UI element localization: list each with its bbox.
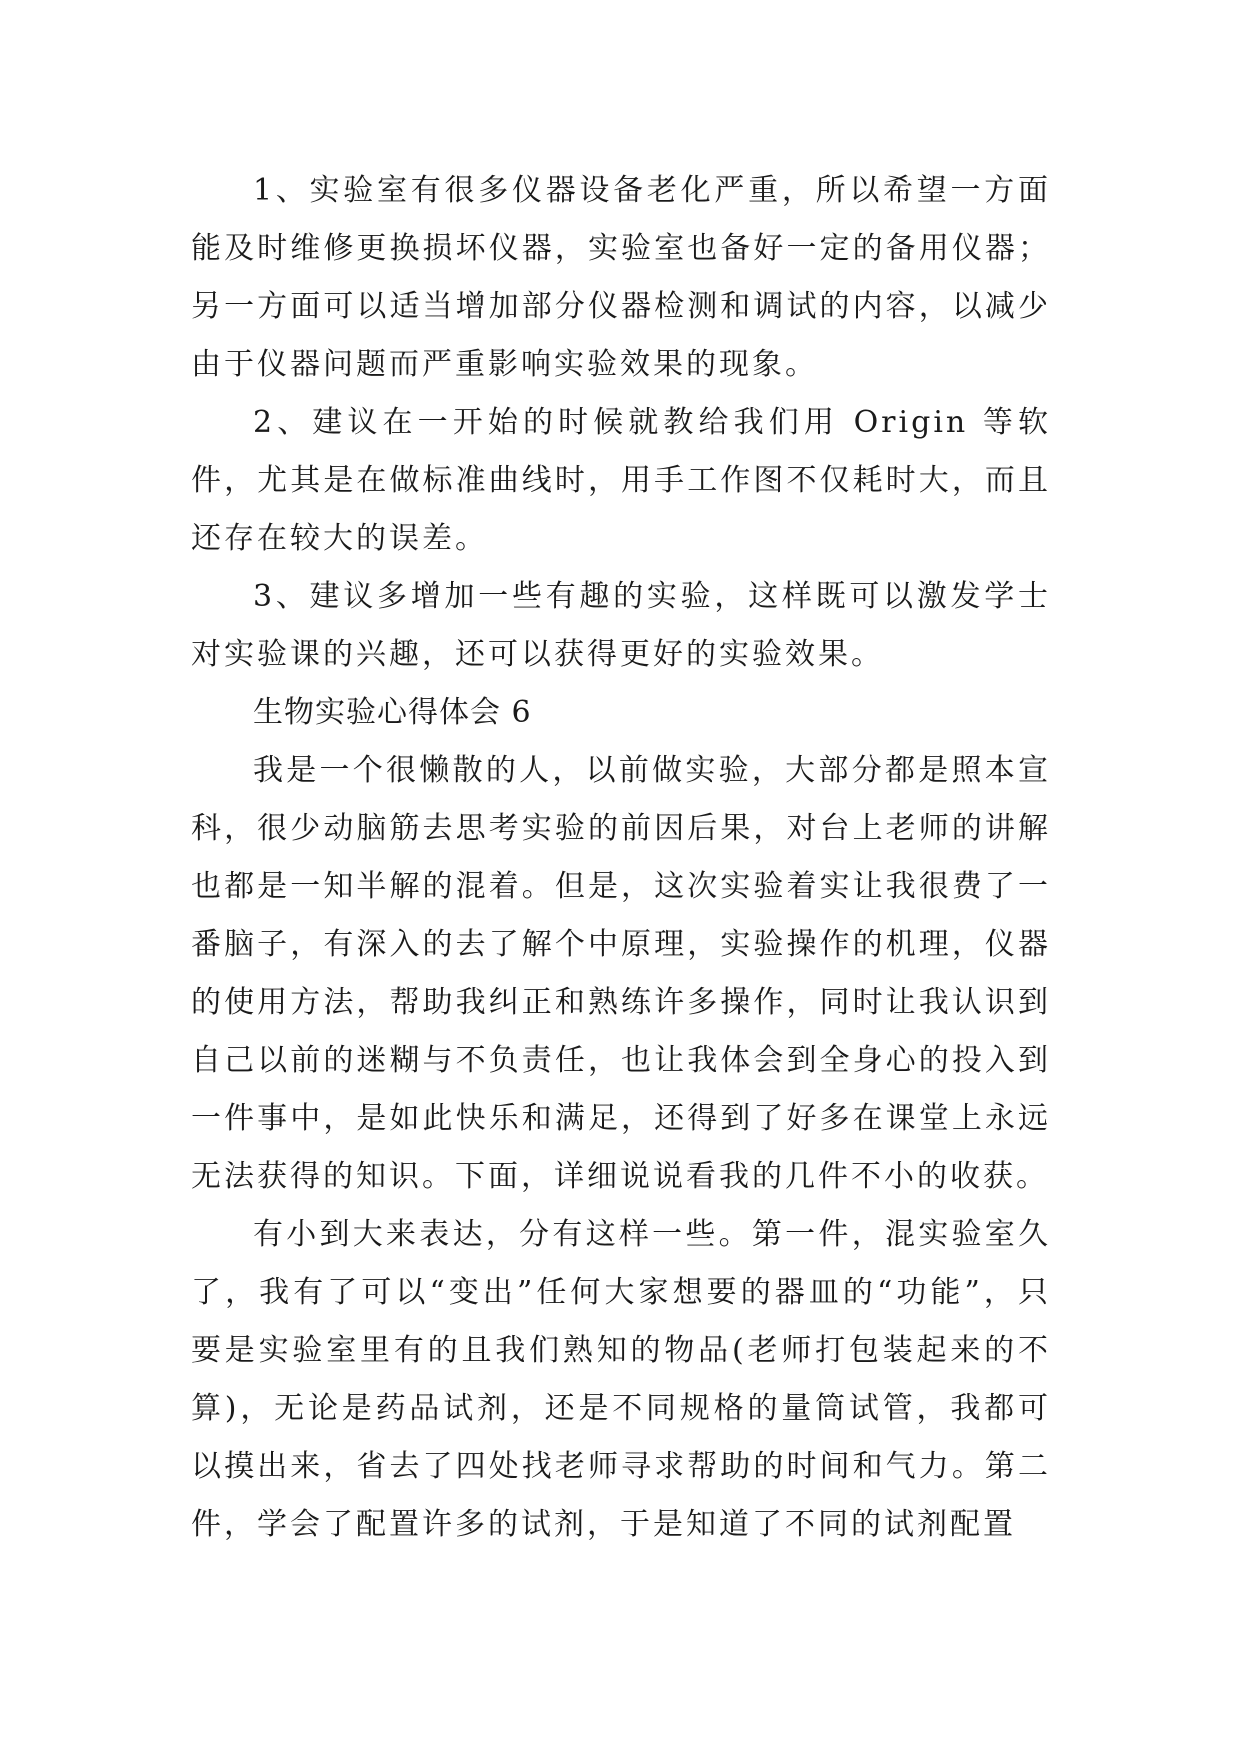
paragraph-suggestion-1: 1、实验室有很多仪器设备老化严重，所以希望一方面能及时维修更换损坏仪器，实验室也备好一定的备用仪器；另一方面可以适当增加部分仪器检测和调试的内容，以减少由于仪器问题而严重影响实验效果的现象。	[191, 173, 1051, 382]
section-title: 生物实验心得体会 6	[253, 695, 532, 730]
paragraph-section-1: 我是一个很懒散的人，以前做实验，大部分都是照本宣科，很少动脑筋去思考实验的前因后果，对台上老师的讲解也都是一知半解的混着。但是，这次实验着实让我很费了一番脑子，有深入的去了解个中原理，实验操作的机理，仪器的使用方法，帮助我纠正和熟练许多操作，同时让我认识到自己以前的迷糊与不负责任，也让我体会到全身心的投入到一件事中，是如此快乐和满足，还得到了好多在课堂上永远无法获得的知识。下面，详细说说看我的几件不小的收获。	[191, 753, 1051, 1194]
document-body	[191, 162, 1051, 1554]
paragraph-section-2: 有小到大来表达，分有这样一些。第一件，混实验室久了，我有了可以“变出”任何大家想要的器皿的“功能”，只要是实验室里有的且我们熟知的物品(老师打包装起来的不算)，无论是药品试剂，还是不同规格的量筒试管，我都可以摸出来，省去了四处找老师寻求帮助的时间和气力。第二件，学会了配置许多的试剂，于是知道了不同的试剂配置	[191, 1217, 1051, 1542]
paragraph-suggestion-3: 3、建议多增加一些有趣的实验，这样既可以激发学士对实验课的兴趣，还可以获得更好的实验效果。	[191, 579, 1051, 672]
paragraph-suggestion-2: 2、建议在一开始的时候就教给我们用 Origin 等软件，尤其是在做标准曲线时，用手工作图不仅耗时大，而且还存在较大的误差。	[191, 405, 1051, 556]
